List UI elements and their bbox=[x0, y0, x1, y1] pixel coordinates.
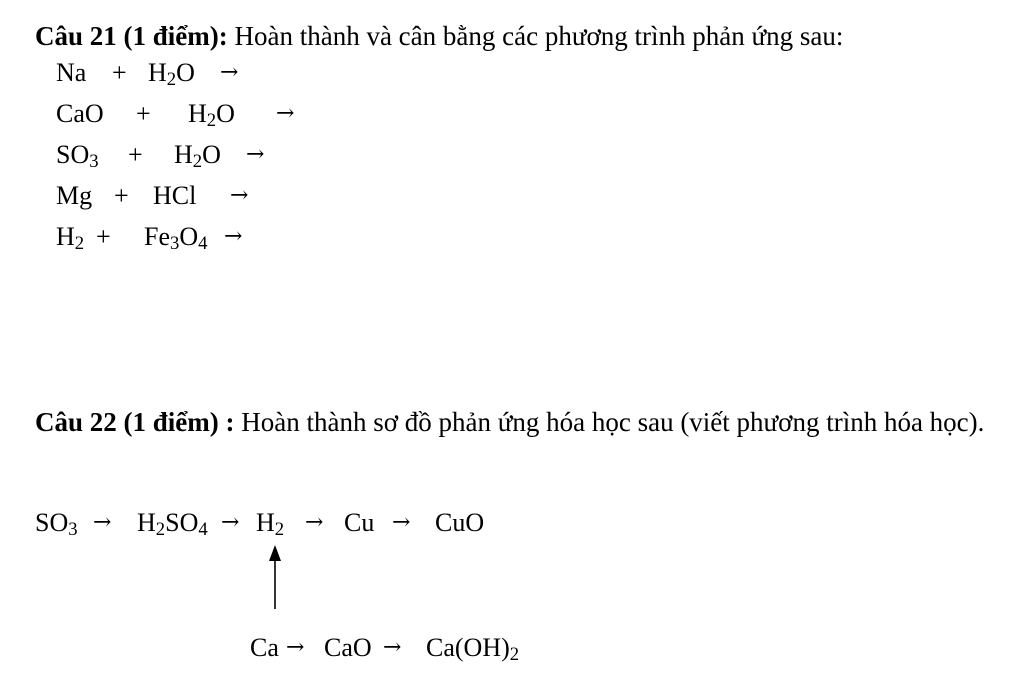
reactant-1 bbox=[56, 222, 85, 255]
chain-compound: CaO bbox=[324, 633, 372, 662]
reactant-1: CaO bbox=[56, 99, 104, 128]
plus-sign: + bbox=[128, 140, 143, 169]
reactant-2: HCl bbox=[153, 181, 197, 210]
reactant-1: Mg bbox=[56, 181, 93, 210]
formula-tail: SO bbox=[165, 508, 199, 537]
chain-compound bbox=[256, 508, 285, 541]
chain-arrow: → bbox=[286, 635, 305, 660]
question-21-heading bbox=[35, 19, 843, 53]
plus-sign: + bbox=[114, 181, 129, 210]
question-22-heading bbox=[35, 402, 995, 442]
formula-subscript: 2 bbox=[206, 110, 217, 132]
formula-subscript: 3 bbox=[170, 233, 180, 255]
formula-tail: O bbox=[202, 140, 221, 169]
chain-arrow: → bbox=[221, 510, 240, 535]
formula-base: SO bbox=[35, 508, 69, 537]
formula-base: H bbox=[137, 508, 156, 537]
formula-base: H bbox=[56, 222, 75, 251]
question-22-text: Hoàn thành sơ đồ phản ứng hóa học sau (viết phương trình hóa học). bbox=[234, 407, 985, 437]
formula-tail: O bbox=[176, 58, 195, 87]
question-21-title: Câu 21 (1 điểm): bbox=[35, 21, 228, 51]
chain-compound bbox=[426, 633, 520, 666]
reaction-arrow: → bbox=[276, 101, 295, 126]
formula-base: O bbox=[179, 222, 199, 251]
formula-base: Fe bbox=[144, 222, 170, 251]
reactant-2 bbox=[144, 222, 208, 255]
reactant-2 bbox=[148, 58, 195, 91]
reactant-2 bbox=[174, 140, 221, 173]
plus-sign: + bbox=[136, 99, 151, 128]
formula-base: Ca(OH) bbox=[426, 633, 510, 662]
formula-subscript: 2 bbox=[74, 233, 85, 255]
chain-arrow: → bbox=[392, 510, 411, 535]
chain-compound: Ca bbox=[250, 633, 279, 662]
formula-base: H bbox=[148, 58, 167, 87]
formula-subscript: 3 bbox=[68, 519, 78, 541]
formula-subscript: 2 bbox=[155, 519, 166, 541]
formula-base: SO bbox=[56, 140, 90, 169]
formula-base: H bbox=[174, 140, 193, 169]
chain-arrow: → bbox=[305, 510, 324, 535]
reaction-arrow: → bbox=[220, 60, 239, 85]
question-21-text: Hoàn thành và cân bằng các phương trình phản ứng sau: bbox=[227, 21, 844, 51]
formula-subscript: 4 bbox=[198, 233, 208, 255]
formula-subscript: 2 bbox=[192, 151, 203, 173]
formula-subscript: 2 bbox=[509, 644, 520, 666]
reactant-1 bbox=[56, 140, 99, 173]
reaction-arrow: → bbox=[230, 183, 249, 208]
reactant-1: Na bbox=[56, 58, 87, 87]
chain-arrow: → bbox=[383, 635, 402, 660]
chain-compound bbox=[137, 508, 208, 541]
chain-compound: Cu bbox=[344, 508, 375, 537]
formula-subscript: 3 bbox=[89, 151, 99, 173]
formula-subscript: 2 bbox=[274, 519, 285, 541]
plus-sign: + bbox=[112, 58, 127, 87]
formula-subscript: 4 bbox=[198, 519, 208, 541]
formula-subscript: 2 bbox=[166, 69, 177, 91]
formula-tail: O bbox=[216, 99, 235, 128]
chain-compound: CuO bbox=[435, 508, 485, 537]
chain-compound bbox=[35, 508, 78, 541]
formula-base: H bbox=[256, 508, 275, 537]
reactant-2 bbox=[188, 99, 235, 132]
reaction-arrow: → bbox=[246, 142, 265, 167]
formula-base: H bbox=[188, 99, 207, 128]
plus-sign: + bbox=[96, 222, 111, 251]
reaction-arrow: → bbox=[224, 224, 243, 249]
up-arrow-icon bbox=[267, 545, 283, 609]
chain-arrow: → bbox=[93, 510, 112, 535]
question-22-title: Câu 22 (1 điểm) : bbox=[35, 407, 235, 437]
